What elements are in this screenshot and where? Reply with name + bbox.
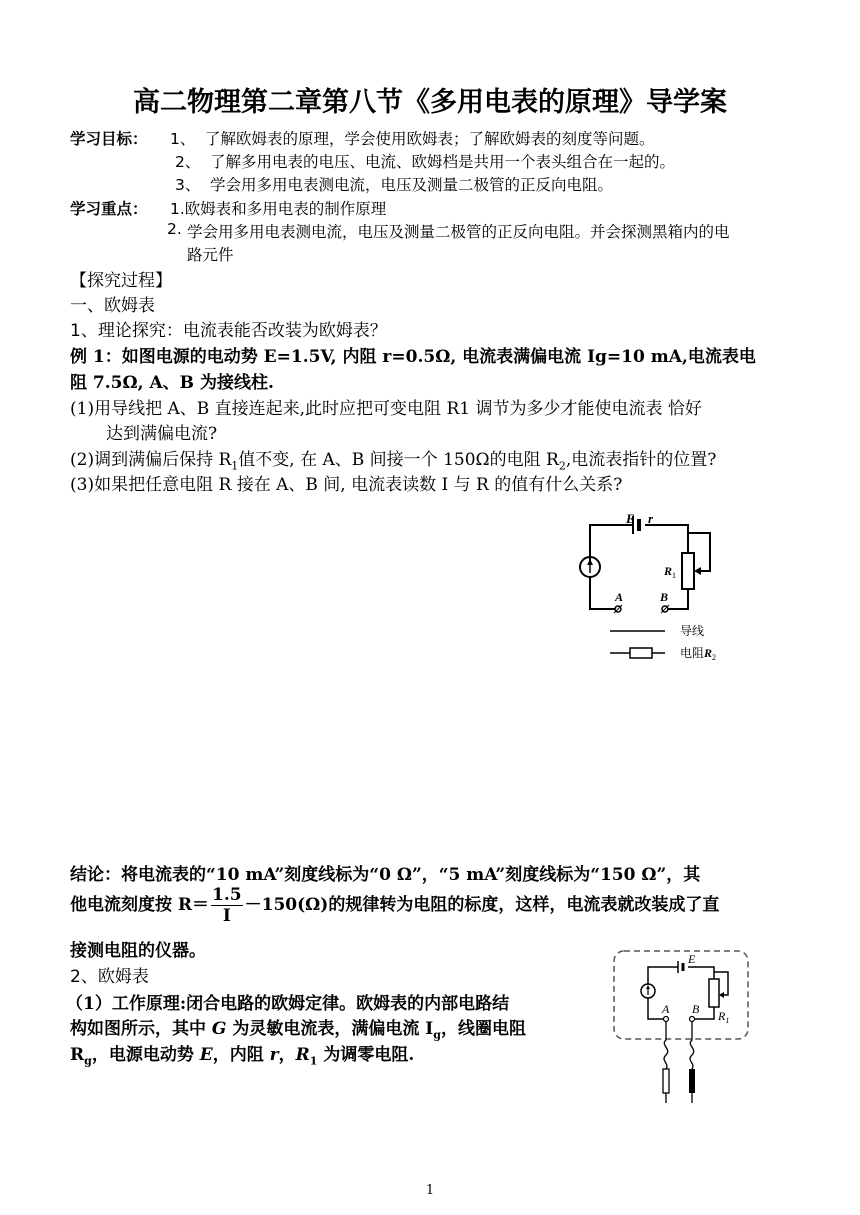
ohmmeter-figure bbox=[608, 945, 778, 1110]
fraction-denominator: I bbox=[222, 905, 231, 926]
key-point-2-line2: 路元件 bbox=[187, 246, 234, 264]
key-point-2-num: 2. bbox=[167, 220, 182, 238]
fig2-label-r1 bbox=[717, 1009, 729, 1025]
principle-line1: （1）工作原理:闭合电路的欧姆定律。欧姆表的内部电路结 bbox=[66, 994, 510, 1014]
fig2-r1-sub: 1 bbox=[725, 1016, 730, 1025]
example-sub2-a: (2)调到满偏后保持 R bbox=[70, 450, 232, 470]
conclusion-line2 bbox=[70, 885, 719, 925]
example-line2: 阻 7.5Ω, A、B 为接线柱. bbox=[70, 373, 274, 393]
conclusion-line2-b: －150(Ω)的规律转为电阻的标度，这样，电流表就改装成了直 bbox=[244, 895, 720, 915]
principle-g-sub: g bbox=[433, 1028, 441, 1042]
example-sub2 bbox=[70, 445, 716, 472]
legend-resistor-icon bbox=[630, 648, 652, 658]
legend-wire-label: 导线 bbox=[680, 624, 705, 638]
principle-e: E bbox=[199, 1045, 213, 1065]
principle-line2-b: 为灵敏电流表，满偏电流 I bbox=[226, 1019, 434, 1039]
principle-r1-sub: 1 bbox=[309, 1054, 318, 1068]
principle-line3-e: 为调零电阻. bbox=[317, 1045, 415, 1065]
legend-resistor-label bbox=[680, 645, 716, 662]
objective-3-num: 3、 bbox=[175, 176, 201, 194]
example-sub2-c: ,电流表指针的位置? bbox=[565, 450, 717, 470]
objectives-label: 学习目标： bbox=[70, 130, 148, 148]
principle-g: G bbox=[211, 1019, 227, 1039]
example-sub2-sub2: 2 bbox=[558, 459, 566, 473]
principle-r1: R bbox=[295, 1045, 310, 1065]
circuit-figure-1 bbox=[570, 505, 740, 675]
example-sub2-b: 值不变, 在 A、B 间接一个 150Ω的电阻 R bbox=[238, 450, 559, 470]
fig2-label-e: E bbox=[688, 952, 696, 966]
example-sub1-line1: (1)用导线把 A、B 直接连起来,此时应把可变电阻 R1 调节为多少才能使电流表 恰好 bbox=[70, 399, 702, 419]
legend-resistor-sym: R bbox=[704, 646, 713, 660]
fraction-numerator: 1.5 bbox=[212, 884, 242, 905]
objective-1-text: 了解欧姆表的原理，学会使用欧姆表；了解欧姆表的刻度等问题。 bbox=[205, 130, 655, 148]
key-point-2-line1: 学会用多用电表测电流，电压及测量二极管的正反向电阻。并会探测黑箱内的电 bbox=[187, 223, 730, 241]
principle-rg-sub: g bbox=[84, 1054, 92, 1068]
conclusion-line3: 接测电阻的仪器。 bbox=[70, 941, 206, 961]
conclusion-line1: 结论：将电流表的“10 mA”刻度线标为“0 Ω”，“5 mA”刻度线标为“150 Ω”，其 bbox=[70, 865, 701, 885]
fig2-label-a: A bbox=[662, 1002, 670, 1016]
objective-2-text: 了解多用电表的电压、电流、欧姆档是共用一个表头组合在一起的。 bbox=[210, 153, 676, 171]
principle-line2-a: 构如图所示，其中 bbox=[70, 1019, 212, 1039]
fig2-r1-main: R bbox=[718, 1009, 726, 1023]
objective-3-text: 学会用多用电表测电流，电压及测量二极管的正反向电阻。 bbox=[210, 176, 614, 194]
fig1-label-b: B bbox=[660, 590, 669, 604]
legend-resistor-text: 电阻 bbox=[680, 646, 705, 660]
part1-title: 一、欧姆表 bbox=[70, 296, 155, 316]
fig1-label-r1-sub: 1 bbox=[672, 571, 676, 580]
principle-line3 bbox=[70, 1040, 414, 1067]
fig1-label-e: E bbox=[626, 511, 635, 526]
example-sub2-sub: 1 bbox=[231, 459, 239, 473]
key-point-1: 1.欧姆表和多用电表的制作原理 bbox=[170, 200, 387, 218]
principle-line3-d: ， bbox=[278, 1045, 296, 1065]
question1-title: 1、理论探究：电流表能否改装为欧姆表？ bbox=[70, 321, 387, 341]
part2-title: 2、欧姆表 bbox=[70, 967, 149, 987]
fig1-label-r: r bbox=[648, 511, 654, 526]
formula-fraction bbox=[211, 884, 243, 926]
page-number: 1 bbox=[425, 1183, 435, 1198]
principle-line2-c: ，线圈电阻 bbox=[440, 1019, 526, 1039]
legend-resistor-sub: 2 bbox=[712, 653, 717, 662]
objective-1-num: 1、 bbox=[170, 130, 196, 148]
fig1-label-r1: R bbox=[664, 564, 673, 578]
conclusion-line2-a: 他电流刻度按 R＝ bbox=[70, 895, 210, 915]
principle-line2 bbox=[70, 1014, 526, 1041]
example-sub3: (3)如果把任意电阻 R 接在 A、B 间, 电流表读数 I 与 R 的值有什么关系? bbox=[70, 475, 623, 495]
principle-line3-a: R bbox=[70, 1045, 85, 1065]
black-probe-icon bbox=[689, 1069, 695, 1093]
page-title: 高二物理第二章第八节《多用电表的原理》导学案 bbox=[133, 87, 727, 118]
fig2-label-b: B bbox=[692, 1002, 700, 1016]
red-probe-icon bbox=[663, 1069, 669, 1093]
example-sub1-line2: 达到满偏电流? bbox=[106, 424, 218, 444]
example-line1: 例 1：如图电源的电动势 E=1.5V, 内阻 r=0.5Ω, 电流表满偏电流 Ig=10 mA,电流表电 bbox=[70, 347, 756, 367]
section-header: 【探究过程】 bbox=[70, 271, 172, 291]
principle-line3-b: ，电源电动势 bbox=[91, 1045, 200, 1065]
fig1-label-a: A bbox=[615, 590, 624, 604]
objective-2-num: 2、 bbox=[175, 153, 201, 171]
principle-r: r bbox=[269, 1045, 279, 1065]
key-points-label: 学习重点： bbox=[70, 200, 148, 218]
principle-line3-c: ，内阻 bbox=[212, 1045, 270, 1065]
